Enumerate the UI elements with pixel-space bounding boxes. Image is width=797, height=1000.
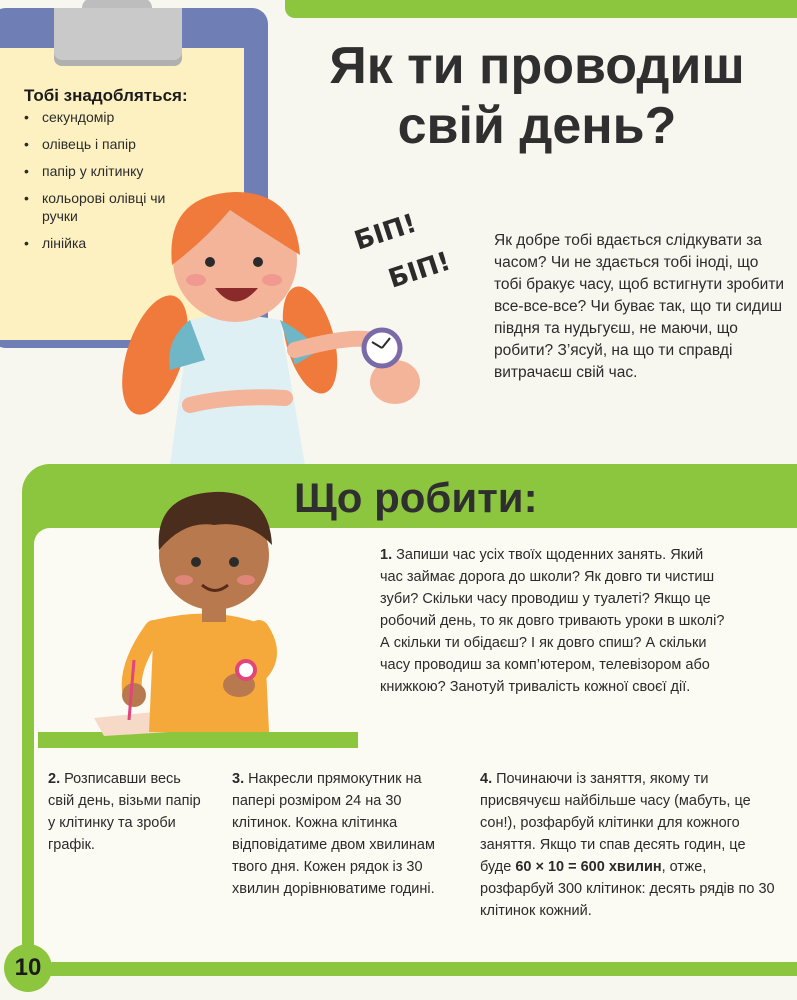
step-text: Запиши час усіх твоїх щоденних занять. Який час займає дорога до школи? Як довго ти чистиш зуби? Скільки часу проводиш у туалеті? Якщо це робочий день, то як довго тривають уроки в школі? А скільки ти обідаєш? І як довго спиш? А скільки часу проводиш за комп’ютером, телевізором або книжкою? Занотуй тривалість кожної своєї дії. xyxy=(380,547,725,695)
step-3 xyxy=(232,768,462,900)
needs-title: Тобі знадобляться: xyxy=(24,86,188,105)
needs-item: • кольорові олівці чи ручки xyxy=(22,189,182,225)
step-1 xyxy=(380,544,725,698)
page-number: 10 xyxy=(4,944,52,992)
top-decor-strip xyxy=(285,0,797,18)
clipboard-clip xyxy=(54,8,182,66)
step-text: , отже, розфарбуй 300 клітинок: десять рядів по 30 клітинок кожний. xyxy=(480,859,775,919)
needs-item: • папір у клітинку xyxy=(22,162,242,180)
beep-text: БІП! xyxy=(350,208,421,257)
needs-item: • лінійка xyxy=(22,234,242,252)
step-number: 1. xyxy=(380,547,393,563)
girl-illustration xyxy=(110,170,470,465)
bottom-decor-line xyxy=(40,968,797,976)
step-number: 4. xyxy=(480,771,493,787)
step-text: Починаючи із заняття, якому ти присвячуєш найбільше часу (мабуть, це сон!), розфарбуй клітинки для кожного заняття. Якщо ти спав десять годин, це буде xyxy=(480,771,751,875)
boy-illustration xyxy=(34,480,364,752)
needs-item: • олівець і папір xyxy=(22,135,242,153)
step-text: Накресли прямокутник на папері розміром 24 на 30 клітинок. Кожна клітинка відповідатиме двом хвилинам твого дня. Кожен рядок із 30 хвилин дорівнюватиме годині. xyxy=(232,771,435,897)
intro-text: Як добре тобі вдається слідкувати за часом? Чи не здається тобі іноді, що тобі бракує часу, щоб встигнути зробити все-все-все? Чи буває так, що ти сидиш півдня та нудьгуєш, не маючи, що робити? З’ясуй, на що ти справді витрачаєш свій час. xyxy=(494,232,785,381)
beep-text: БІП! xyxy=(384,246,455,295)
step-number: 3. xyxy=(232,771,245,787)
needs-item: • секундомір xyxy=(22,108,242,126)
page-title: Як ти проводиш свій день? xyxy=(329,37,745,155)
step-formula: 60 × 10 = 600 хвилин xyxy=(515,859,662,875)
step-number: 2. xyxy=(48,771,61,787)
section-title: Що робити: xyxy=(294,474,538,521)
step-4 xyxy=(480,768,775,922)
step-2 xyxy=(48,768,208,856)
step-text: Розписавши весь свій день, візьми папір у клітинку та зроби графік. xyxy=(48,771,201,853)
